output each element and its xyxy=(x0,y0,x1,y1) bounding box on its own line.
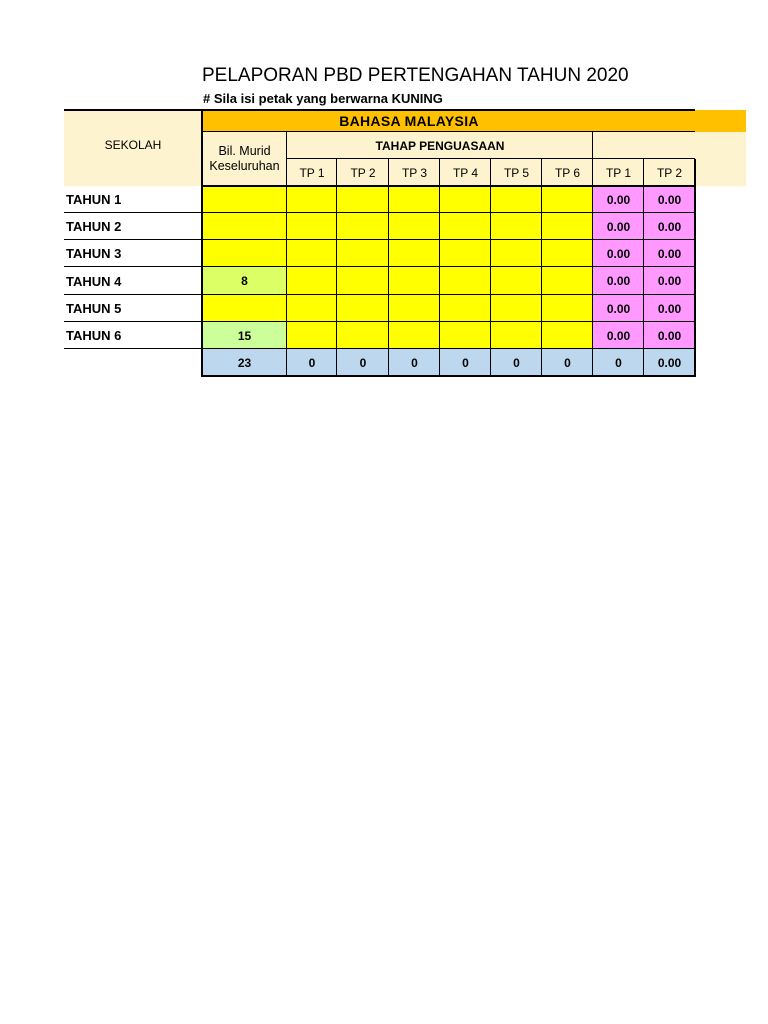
header-extension xyxy=(695,159,746,186)
tp5-input[interactable] xyxy=(491,240,542,267)
tp2-input[interactable] xyxy=(337,267,389,295)
tp2-input[interactable] xyxy=(337,213,389,240)
percent-header-tp1: TP 1 xyxy=(593,159,644,186)
percent-tp1-tahun-3: 0.00 xyxy=(593,240,644,267)
tp6-input[interactable] xyxy=(542,295,593,322)
total-tp4: 0 xyxy=(440,349,491,376)
total-tp5: 0 xyxy=(491,349,542,376)
total-tp3: 0 xyxy=(389,349,440,376)
total-tp1: 0 xyxy=(287,349,337,376)
tp1-input[interactable] xyxy=(287,322,337,349)
total-percent-tp1: 0 xyxy=(593,349,644,376)
tp-header-5: TP 5 xyxy=(491,159,542,186)
students-input-tahun-3[interactable] xyxy=(202,240,287,267)
tp1-input[interactable] xyxy=(287,295,337,322)
tp2-input[interactable] xyxy=(337,186,389,213)
row-label-tahun-6: TAHUN 6 xyxy=(66,328,122,343)
tp1-input[interactable] xyxy=(287,267,337,295)
tp4-input[interactable] xyxy=(440,322,491,349)
students-input-tahun-1[interactable] xyxy=(202,186,287,213)
tp6-input[interactable] xyxy=(542,322,593,349)
tp-header-1: TP 1 xyxy=(287,159,337,186)
tp6-input[interactable] xyxy=(542,213,593,240)
percent-tp1-tahun-1: 0.00 xyxy=(593,186,644,213)
tp4-input[interactable] xyxy=(440,240,491,267)
students-input-tahun-4[interactable]: 8 xyxy=(202,267,287,295)
total-percent-tp2: 0.00 xyxy=(644,349,695,376)
row-label-tahun-1: TAHUN 1 xyxy=(66,192,122,207)
tp3-input[interactable] xyxy=(389,267,440,295)
subject-label: BAHASA MALAYSIA xyxy=(339,113,479,129)
total-tp6: 0 xyxy=(542,349,593,376)
percent-tp1-tahun-5: 0.00 xyxy=(593,295,644,322)
percent-tp1-tahun-6: 0.00 xyxy=(593,322,644,349)
tp4-input[interactable] xyxy=(440,267,491,295)
tp5-input[interactable] xyxy=(491,213,542,240)
tp3-input[interactable] xyxy=(389,240,440,267)
school-header-label: SEKOLAH xyxy=(104,138,162,152)
percent-tp2-tahun-1: 0.00 xyxy=(644,186,695,213)
percent-tp1-tahun-4: 0.00 xyxy=(593,267,644,295)
tp3-input[interactable] xyxy=(389,213,440,240)
tp4-input[interactable] xyxy=(440,213,491,240)
tp-header-4: TP 4 xyxy=(440,159,491,186)
percent-header-tp2: TP 2 xyxy=(644,159,695,186)
tp2-input[interactable] xyxy=(337,240,389,267)
tp5-input[interactable] xyxy=(491,322,542,349)
percent-tp2-tahun-3: 0.00 xyxy=(644,240,695,267)
tp-header-6: TP 6 xyxy=(542,159,593,186)
mastery-header-label: TAHAP PENGUASAAN xyxy=(375,138,505,153)
instruction-text: # Sila isi petak yang berwarna KUNING xyxy=(203,91,443,106)
tp1-input[interactable] xyxy=(287,186,337,213)
tp1-input[interactable] xyxy=(287,240,337,267)
tp5-input[interactable] xyxy=(491,186,542,213)
students-header-line2: Keseluruhan xyxy=(209,159,280,173)
percent-tp2-tahun-6: 0.00 xyxy=(644,322,695,349)
row-label-tahun-5: TAHUN 5 xyxy=(66,301,122,316)
tp2-input[interactable] xyxy=(337,295,389,322)
percent-tp1-tahun-2: 0.00 xyxy=(593,213,644,240)
students-input-tahun-2[interactable] xyxy=(202,213,287,240)
total-tp2: 0 xyxy=(337,349,389,376)
row-label-tahun-2: TAHUN 2 xyxy=(66,219,122,234)
tp5-input[interactable] xyxy=(491,295,542,322)
page-title: PELAPORAN PBD PERTENGAHAN TAHUN 2020 xyxy=(202,65,629,86)
percent-tp2-tahun-4: 0.00 xyxy=(644,267,695,295)
tp6-input[interactable] xyxy=(542,267,593,295)
percent-header-blank xyxy=(593,132,746,159)
students-header-line1: Bil. Murid xyxy=(218,144,271,158)
students-header-cell xyxy=(202,132,287,186)
tp3-input[interactable] xyxy=(389,186,440,213)
tp-header-3: TP 3 xyxy=(389,159,440,186)
row-label-tahun-4: TAHUN 4 xyxy=(66,273,122,289)
tp4-input[interactable] xyxy=(440,295,491,322)
tp4-input[interactable] xyxy=(440,186,491,213)
school-header-cell xyxy=(64,110,202,186)
percent-tp2-tahun-2: 0.00 xyxy=(644,213,695,240)
tp3-input[interactable] xyxy=(389,322,440,349)
tp2-input[interactable] xyxy=(337,322,389,349)
subject-header xyxy=(202,110,746,132)
tp3-input[interactable] xyxy=(389,295,440,322)
students-input-tahun-6[interactable]: 15 xyxy=(202,322,287,349)
tp5-input[interactable] xyxy=(491,267,542,295)
total-students: 23 xyxy=(202,349,287,376)
tp6-input[interactable] xyxy=(542,240,593,267)
tp6-input[interactable] xyxy=(542,186,593,213)
mastery-header-cell xyxy=(287,132,593,159)
students-input-tahun-5[interactable] xyxy=(202,295,287,322)
percent-tp2-tahun-5: 0.00 xyxy=(644,295,695,322)
tp1-input[interactable] xyxy=(287,213,337,240)
tp-header-2: TP 2 xyxy=(337,159,389,186)
row-label-tahun-3: TAHUN 3 xyxy=(66,246,122,261)
